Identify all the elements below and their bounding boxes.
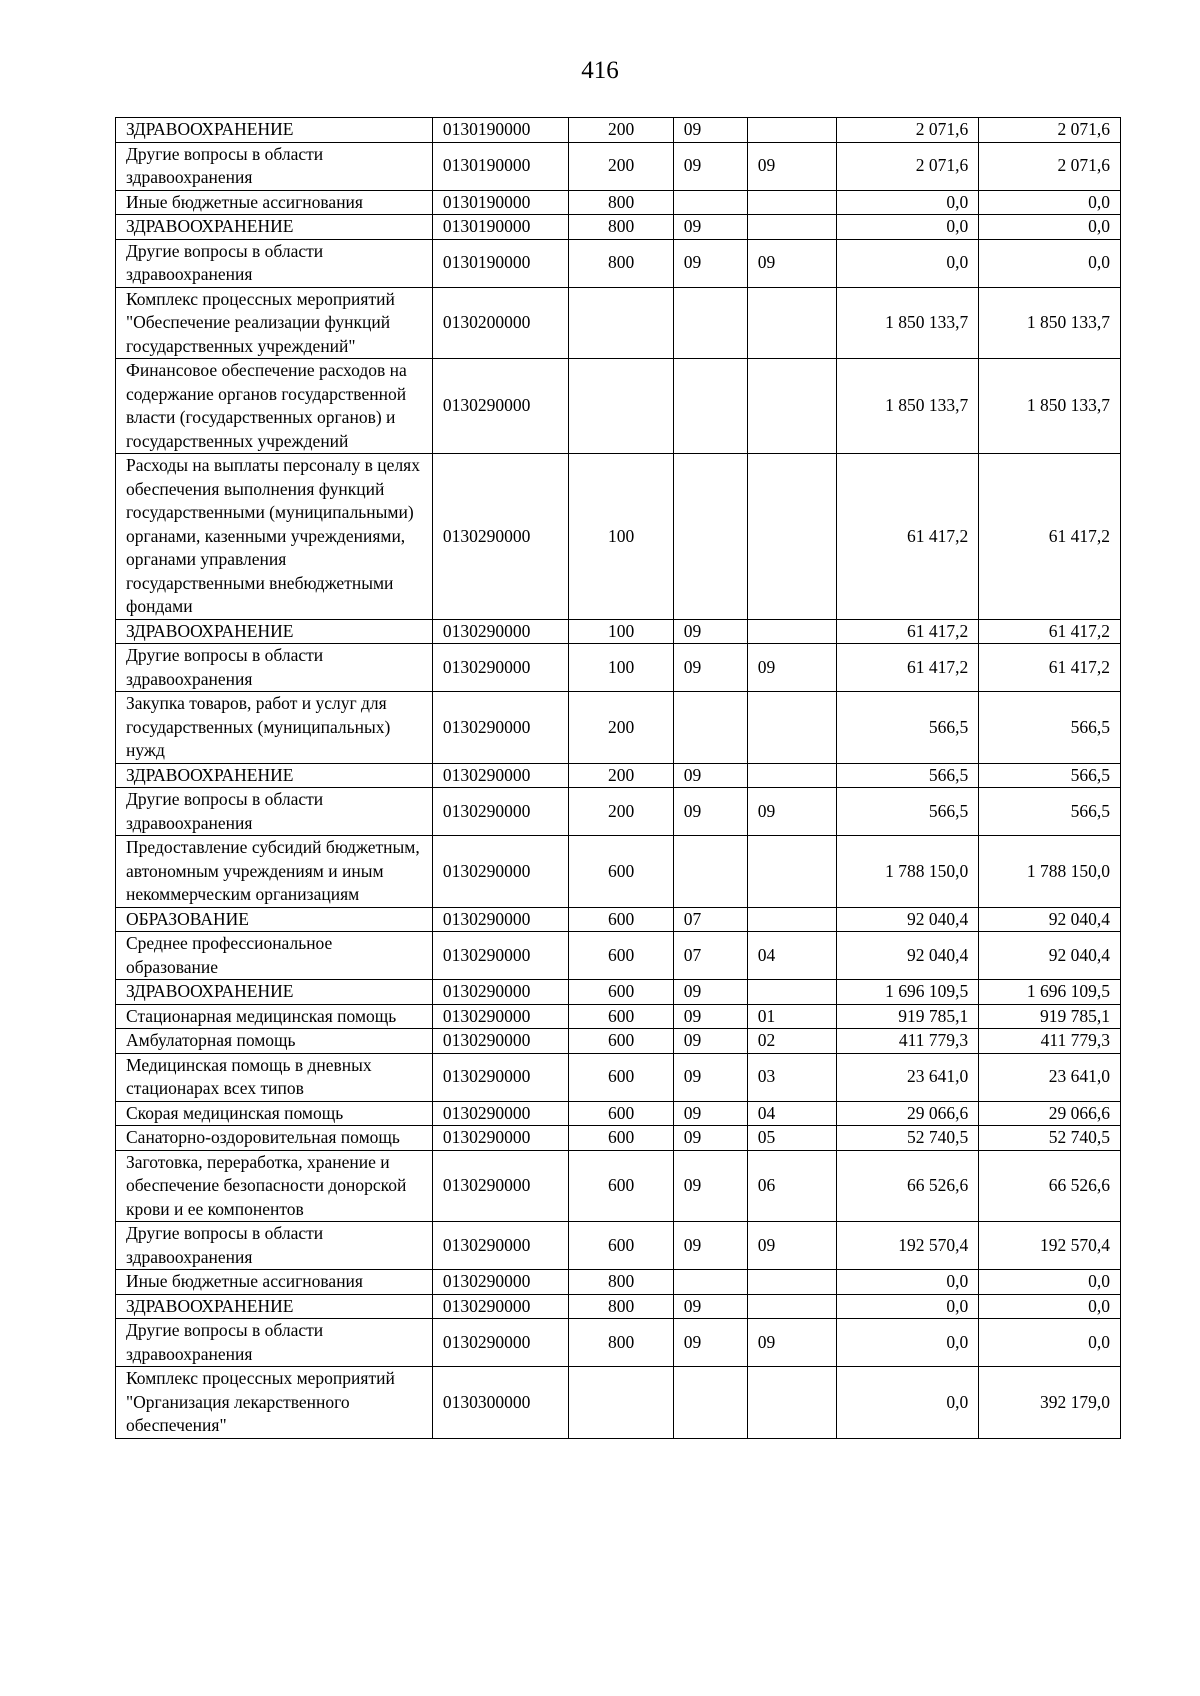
cell-name: ОБРАЗОВАНИЕ <box>116 907 433 932</box>
cell-section <box>673 359 747 454</box>
table-row <box>116 763 1121 788</box>
budget-table <box>115 117 1121 1439</box>
cell-amount-2: 1 788 150,0 <box>979 836 1121 908</box>
cell-name: Финансовое обеспечение расходов на содержание органов государственной власти (государственных органов) и государственных учреждений <box>116 359 433 454</box>
table-row <box>116 907 1121 932</box>
table-row <box>116 1101 1121 1126</box>
cell-name: ЗДРАВООХРАНЕНИЕ <box>116 763 433 788</box>
cell-amount-1: 0,0 <box>837 1270 979 1295</box>
cell-amount-2: 29 066,6 <box>979 1101 1121 1126</box>
cell-expense-type <box>569 1367 673 1439</box>
cell-name: Комплекс процессных мероприятий "Обеспечение реализации функций государственных учреждений" <box>116 287 433 359</box>
cell-section: 09 <box>673 1150 747 1222</box>
cell-amount-1: 0,0 <box>837 239 979 287</box>
cell-amount-1: 61 417,2 <box>837 454 979 620</box>
cell-name: Предоставление субсидий бюджетным, автономным учреждениям и иным некоммерческим организациям <box>116 836 433 908</box>
table-row <box>116 454 1121 620</box>
cell-expense-type: 600 <box>569 907 673 932</box>
cell-section: 09 <box>673 619 747 644</box>
table-row <box>116 980 1121 1005</box>
cell-amount-1: 411 779,3 <box>837 1029 979 1054</box>
cell-amount-2: 566,5 <box>979 763 1121 788</box>
cell-subsection <box>747 619 837 644</box>
cell-expense-type: 100 <box>569 454 673 620</box>
cell-name: ЗДРАВООХРАНЕНИЕ <box>116 980 433 1005</box>
cell-amount-2: 566,5 <box>979 692 1121 764</box>
cell-subsection: 06 <box>747 1150 837 1222</box>
cell-amount-2: 2 071,6 <box>979 118 1121 143</box>
cell-amount-1: 2 071,6 <box>837 142 979 190</box>
cell-name: ЗДРАВООХРАНЕНИЕ <box>116 1294 433 1319</box>
cell-expense-type: 600 <box>569 980 673 1005</box>
cell-target-article: 0130290000 <box>432 1222 569 1270</box>
cell-target-article: 0130290000 <box>432 1029 569 1054</box>
cell-amount-2: 0,0 <box>979 1294 1121 1319</box>
cell-subsection <box>747 692 837 764</box>
cell-subsection: 09 <box>747 788 837 836</box>
cell-expense-type: 600 <box>569 932 673 980</box>
table-row <box>116 287 1121 359</box>
cell-subsection: 09 <box>747 142 837 190</box>
cell-subsection <box>747 1367 837 1439</box>
table-row <box>116 359 1121 454</box>
cell-section <box>673 1270 747 1295</box>
cell-amount-2: 411 779,3 <box>979 1029 1121 1054</box>
cell-expense-type: 600 <box>569 1222 673 1270</box>
cell-subsection <box>747 454 837 620</box>
cell-amount-2: 61 417,2 <box>979 619 1121 644</box>
cell-section: 07 <box>673 932 747 980</box>
cell-expense-type: 800 <box>569 190 673 215</box>
table-row <box>116 1367 1121 1439</box>
cell-amount-2: 0,0 <box>979 1319 1121 1367</box>
cell-subsection: 09 <box>747 1319 837 1367</box>
table-row <box>116 1150 1121 1222</box>
cell-amount-1: 1 788 150,0 <box>837 836 979 908</box>
cell-subsection <box>747 118 837 143</box>
page-number: 416 <box>581 57 619 84</box>
cell-expense-type: 200 <box>569 142 673 190</box>
cell-section: 09 <box>673 788 747 836</box>
cell-section: 09 <box>673 1319 747 1367</box>
cell-section: 09 <box>673 1053 747 1101</box>
cell-name: Заготовка, переработка, хранение и обеспечение безопасности донорской крови и ее компонентов <box>116 1150 433 1222</box>
budget-table-body <box>116 118 1121 1439</box>
table-row <box>116 239 1121 287</box>
cell-target-article: 0130290000 <box>432 1126 569 1151</box>
table-row <box>116 1222 1121 1270</box>
cell-amount-2: 392 179,0 <box>979 1367 1121 1439</box>
cell-section: 09 <box>673 1101 747 1126</box>
cell-name: Стационарная медицинская помощь <box>116 1004 433 1029</box>
cell-amount-2: 0,0 <box>979 215 1121 240</box>
cell-amount-2: 2 071,6 <box>979 142 1121 190</box>
cell-amount-1: 566,5 <box>837 692 979 764</box>
cell-subsection: 09 <box>747 1222 837 1270</box>
cell-name: Другие вопросы в области здравоохранения <box>116 142 433 190</box>
cell-target-article: 0130190000 <box>432 215 569 240</box>
cell-expense-type: 200 <box>569 692 673 764</box>
cell-amount-2: 66 526,6 <box>979 1150 1121 1222</box>
cell-section <box>673 287 747 359</box>
cell-target-article: 0130190000 <box>432 142 569 190</box>
cell-expense-type: 100 <box>569 644 673 692</box>
cell-amount-2: 1 850 133,7 <box>979 287 1121 359</box>
cell-amount-1: 2 071,6 <box>837 118 979 143</box>
cell-expense-type: 800 <box>569 215 673 240</box>
cell-subsection: 03 <box>747 1053 837 1101</box>
table-row <box>116 619 1121 644</box>
cell-amount-1: 0,0 <box>837 1367 979 1439</box>
cell-amount-1: 29 066,6 <box>837 1101 979 1126</box>
cell-name: ЗДРАВООХРАНЕНИЕ <box>116 215 433 240</box>
cell-subsection: 01 <box>747 1004 837 1029</box>
table-row <box>116 1029 1121 1054</box>
cell-expense-type: 200 <box>569 118 673 143</box>
cell-target-article: 0130290000 <box>432 454 569 620</box>
cell-target-article: 0130300000 <box>432 1367 569 1439</box>
cell-target-article: 0130200000 <box>432 287 569 359</box>
cell-expense-type: 800 <box>569 239 673 287</box>
cell-target-article: 0130290000 <box>432 359 569 454</box>
cell-subsection <box>747 980 837 1005</box>
cell-amount-1: 0,0 <box>837 215 979 240</box>
cell-subsection <box>747 215 837 240</box>
cell-expense-type: 600 <box>569 1101 673 1126</box>
cell-amount-1: 61 417,2 <box>837 644 979 692</box>
cell-target-article: 0130190000 <box>432 118 569 143</box>
cell-target-article: 0130290000 <box>432 907 569 932</box>
table-row <box>116 1294 1121 1319</box>
cell-name: ЗДРАВООХРАНЕНИЕ <box>116 118 433 143</box>
cell-expense-type: 600 <box>569 836 673 908</box>
cell-target-article: 0130290000 <box>432 1270 569 1295</box>
cell-amount-1: 0,0 <box>837 1294 979 1319</box>
cell-name: Закупка товаров, работ и услуг для государственных (муниципальных) нужд <box>116 692 433 764</box>
cell-section: 09 <box>673 644 747 692</box>
cell-amount-1: 192 570,4 <box>837 1222 979 1270</box>
cell-section: 09 <box>673 1029 747 1054</box>
cell-name: ЗДРАВООХРАНЕНИЕ <box>116 619 433 644</box>
cell-target-article: 0130190000 <box>432 239 569 287</box>
cell-expense-type <box>569 359 673 454</box>
cell-section: 09 <box>673 239 747 287</box>
cell-name: Скорая медицинская помощь <box>116 1101 433 1126</box>
cell-subsection <box>747 907 837 932</box>
cell-subsection <box>747 1294 837 1319</box>
cell-section: 09 <box>673 1004 747 1029</box>
cell-section: 09 <box>673 215 747 240</box>
cell-target-article: 0130290000 <box>432 692 569 764</box>
cell-target-article: 0130290000 <box>432 1319 569 1367</box>
table-row <box>116 142 1121 190</box>
cell-name: Другие вопросы в области здравоохранения <box>116 788 433 836</box>
cell-expense-type: 200 <box>569 763 673 788</box>
cell-section <box>673 836 747 908</box>
cell-expense-type: 600 <box>569 1126 673 1151</box>
cell-name: Амбулаторная помощь <box>116 1029 433 1054</box>
cell-amount-1: 566,5 <box>837 788 979 836</box>
table-row <box>116 1053 1121 1101</box>
cell-section: 09 <box>673 1294 747 1319</box>
table-row <box>116 644 1121 692</box>
cell-target-article: 0130290000 <box>432 836 569 908</box>
cell-section: 09 <box>673 980 747 1005</box>
cell-amount-2: 23 641,0 <box>979 1053 1121 1101</box>
cell-amount-1: 52 740,5 <box>837 1126 979 1151</box>
cell-amount-2: 92 040,4 <box>979 932 1121 980</box>
cell-expense-type: 600 <box>569 1053 673 1101</box>
cell-section: 09 <box>673 1222 747 1270</box>
cell-expense-type: 100 <box>569 619 673 644</box>
cell-section <box>673 454 747 620</box>
cell-target-article: 0130290000 <box>432 980 569 1005</box>
cell-expense-type: 200 <box>569 788 673 836</box>
cell-expense-type <box>569 287 673 359</box>
cell-section <box>673 692 747 764</box>
cell-target-article: 0130290000 <box>432 1053 569 1101</box>
cell-subsection <box>747 287 837 359</box>
cell-subsection <box>747 836 837 908</box>
table-row <box>116 1319 1121 1367</box>
cell-name: Другие вопросы в области здравоохранения <box>116 644 433 692</box>
cell-amount-2: 1 850 133,7 <box>979 359 1121 454</box>
table-row <box>116 932 1121 980</box>
table-row <box>116 215 1121 240</box>
cell-target-article: 0130290000 <box>432 1004 569 1029</box>
cell-target-article: 0130190000 <box>432 190 569 215</box>
cell-target-article: 0130290000 <box>432 763 569 788</box>
cell-name: Иные бюджетные ассигнования <box>116 1270 433 1295</box>
cell-amount-2: 1 696 109,5 <box>979 980 1121 1005</box>
cell-expense-type: 800 <box>569 1270 673 1295</box>
cell-target-article: 0130290000 <box>432 932 569 980</box>
cell-expense-type: 600 <box>569 1004 673 1029</box>
cell-subsection: 04 <box>747 1101 837 1126</box>
cell-amount-1: 1 850 133,7 <box>837 359 979 454</box>
cell-subsection <box>747 190 837 215</box>
cell-amount-2: 92 040,4 <box>979 907 1121 932</box>
cell-amount-1: 66 526,6 <box>837 1150 979 1222</box>
cell-subsection: 09 <box>747 239 837 287</box>
cell-expense-type: 600 <box>569 1150 673 1222</box>
cell-amount-1: 0,0 <box>837 190 979 215</box>
cell-amount-2: 0,0 <box>979 239 1121 287</box>
table-row <box>116 1004 1121 1029</box>
cell-name: Расходы на выплаты персоналу в целях обеспечения выполнения функций государственными (муниципальными) органами, казенными учреждениями, органами управления государственными внебюджетными фондами <box>116 454 433 620</box>
table-row <box>116 692 1121 764</box>
cell-name: Другие вопросы в области здравоохранения <box>116 1319 433 1367</box>
cell-section <box>673 190 747 215</box>
table-row <box>116 118 1121 143</box>
cell-name: Медицинская помощь в дневных стационарах всех типов <box>116 1053 433 1101</box>
cell-amount-2: 0,0 <box>979 190 1121 215</box>
cell-section: 09 <box>673 763 747 788</box>
cell-name: Другие вопросы в области здравоохранения <box>116 1222 433 1270</box>
cell-section: 09 <box>673 118 747 143</box>
cell-expense-type: 600 <box>569 1029 673 1054</box>
table-row <box>116 190 1121 215</box>
cell-amount-2: 192 570,4 <box>979 1222 1121 1270</box>
cell-amount-1: 92 040,4 <box>837 932 979 980</box>
cell-amount-2: 52 740,5 <box>979 1126 1121 1151</box>
cell-amount-1: 92 040,4 <box>837 907 979 932</box>
cell-amount-1: 1 850 133,7 <box>837 287 979 359</box>
cell-section: 07 <box>673 907 747 932</box>
cell-name: Санаторно-оздоровительная помощь <box>116 1126 433 1151</box>
table-row <box>116 788 1121 836</box>
cell-name: Иные бюджетные ассигнования <box>116 190 433 215</box>
cell-amount-1: 919 785,1 <box>837 1004 979 1029</box>
cell-amount-1: 0,0 <box>837 1319 979 1367</box>
cell-target-article: 0130290000 <box>432 1294 569 1319</box>
cell-target-article: 0130290000 <box>432 1101 569 1126</box>
cell-amount-2: 61 417,2 <box>979 644 1121 692</box>
cell-amount-1: 1 696 109,5 <box>837 980 979 1005</box>
cell-name: Среднее профессиональное образование <box>116 932 433 980</box>
cell-amount-2: 566,5 <box>979 788 1121 836</box>
cell-target-article: 0130290000 <box>432 788 569 836</box>
cell-subsection <box>747 763 837 788</box>
cell-target-article: 0130290000 <box>432 619 569 644</box>
cell-subsection: 02 <box>747 1029 837 1054</box>
cell-subsection: 09 <box>747 644 837 692</box>
cell-amount-1: 23 641,0 <box>837 1053 979 1101</box>
table-row <box>116 1270 1121 1295</box>
table-row <box>116 1126 1121 1151</box>
cell-subsection <box>747 359 837 454</box>
cell-section: 09 <box>673 1126 747 1151</box>
cell-subsection: 05 <box>747 1126 837 1151</box>
cell-amount-2: 61 417,2 <box>979 454 1121 620</box>
cell-name: Другие вопросы в области здравоохранения <box>116 239 433 287</box>
cell-amount-1: 566,5 <box>837 763 979 788</box>
cell-amount-1: 61 417,2 <box>837 619 979 644</box>
cell-target-article: 0130290000 <box>432 644 569 692</box>
cell-name: Комплекс процессных мероприятий "Организация лекарственного обеспечения" <box>116 1367 433 1439</box>
cell-section <box>673 1367 747 1439</box>
cell-expense-type: 800 <box>569 1319 673 1367</box>
cell-subsection: 04 <box>747 932 837 980</box>
cell-target-article: 0130290000 <box>432 1150 569 1222</box>
cell-amount-2: 0,0 <box>979 1270 1121 1295</box>
table-row <box>116 836 1121 908</box>
cell-amount-2: 919 785,1 <box>979 1004 1121 1029</box>
cell-subsection <box>747 1270 837 1295</box>
cell-section: 09 <box>673 142 747 190</box>
cell-expense-type: 800 <box>569 1294 673 1319</box>
